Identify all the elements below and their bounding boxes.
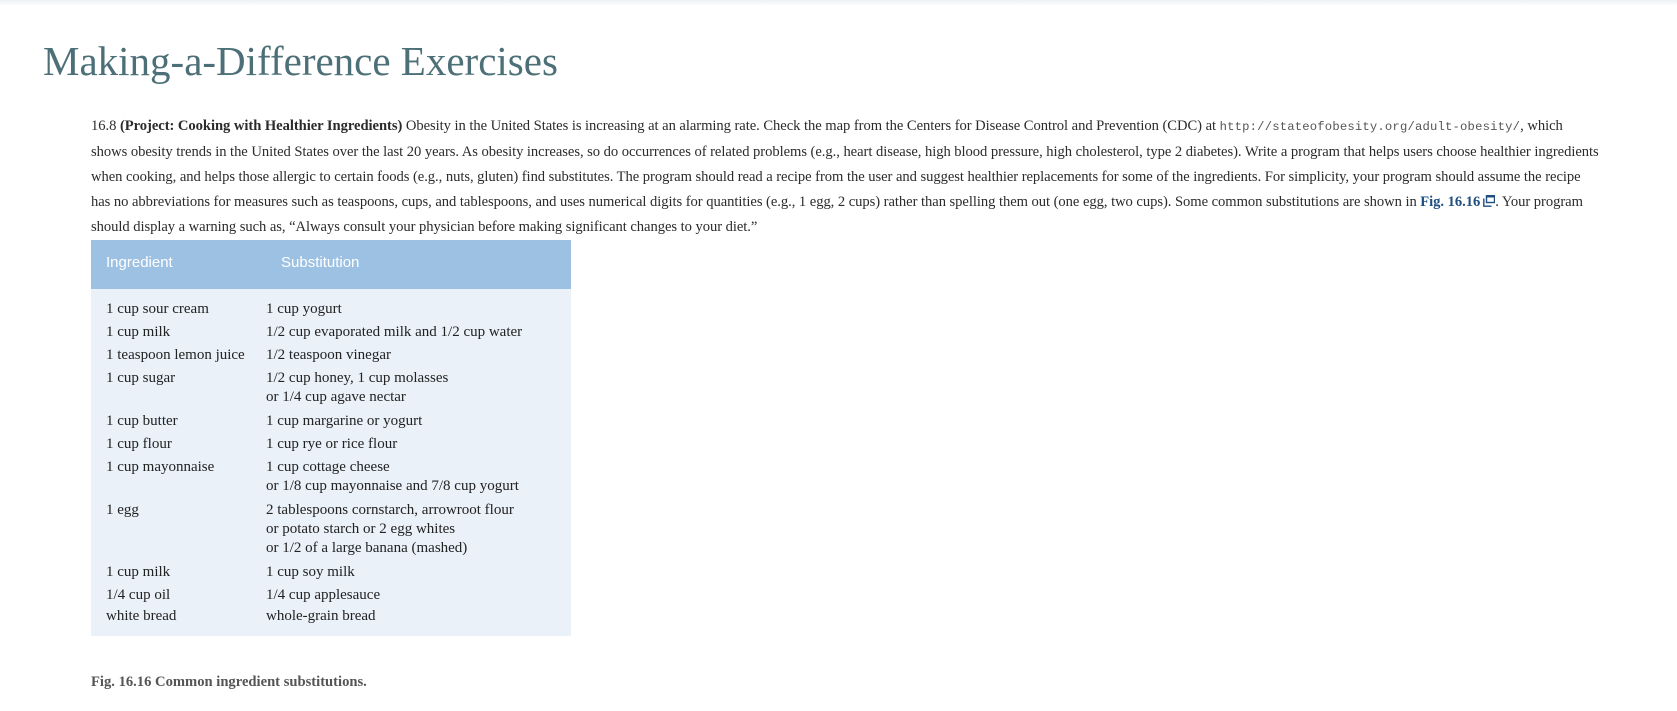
table-row	[91, 563, 571, 586]
exercise-paragraph	[91, 114, 1601, 240]
substitution-cell: 1 cup yogurt	[266, 301, 342, 317]
table-row	[91, 323, 571, 346]
substitution-cell: 1/4 cup applesauce	[266, 587, 381, 603]
exercise-text-3: . Your program should display a warning such as, “Always consult your physician before making significant changes to your diet.”	[91, 194, 1583, 235]
table-row	[91, 458, 571, 501]
ingredient-cell: 1 cup milk	[106, 324, 171, 340]
table-body	[91, 300, 571, 628]
ingredient-cell: 1 teaspoon lemon juice	[106, 347, 245, 363]
table-row	[91, 346, 571, 369]
figure-caption: Fig. 16.16 Common ingredient substitutions.	[91, 674, 367, 690]
exercise-text-2: , which shows obesity trends in the United States over the last 20 years. As obesity increases, so do occurrences of related problems (e.g., heart disease, high blood pressure, high cholesterol, type 2 diabetes). Write a program that helps users choose healthier ingredients when cooking, and helps those allergic to certain foods (e.g., nuts, gluten) find substitutes. The program should read a recipe from the user and suggest healthier replacements for some of the ingredients. For simplicity, your program should assume the recipe has no abbreviations for measures such as teaspoons, cups, and tablespoons, and uses numerical digits for quantities (e.g., 1 egg, 2 cups) rather than spelling them out (one egg, two cups). Some common substitutions are shown in	[91, 118, 1599, 210]
table-header	[91, 240, 571, 289]
header-substitution: Substitution	[281, 254, 360, 271]
table-row	[91, 586, 571, 607]
ingredient-cell: 1/4 cup oil	[106, 587, 171, 603]
page-title: Making-a-Difference Exercises	[43, 38, 558, 84]
substitution-cell: 1 cup rye or rice flour	[266, 436, 398, 452]
ingredient-cell: 1 egg	[106, 502, 139, 518]
substitution-cell: 1 cup cottage cheese or 1/8 cup mayonnaise and 7/8 cup yogurt	[266, 459, 519, 494]
exercise-number: 16.8	[91, 118, 117, 134]
table-row	[91, 607, 571, 628]
table-row	[91, 300, 571, 323]
substitution-cell: 1 cup margarine or yogurt	[266, 413, 423, 429]
substitution-table	[91, 240, 571, 636]
substitution-cell: 2 tablespoons cornstarch, arrowroot flour or potato starch or 2 egg whites or 1/2 of a large banana (mashed)	[266, 502, 514, 556]
figure-link-label: Fig. 16.16	[1420, 194, 1481, 210]
substitution-cell: 1/2 cup evaporated milk and 1/2 cup water	[266, 324, 523, 340]
substitution-cell: 1/2 cup honey, 1 cup molasses or 1/4 cup agave nectar	[266, 370, 449, 405]
ingredient-cell: 1 cup flour	[106, 436, 172, 452]
ingredient-cell: white bread	[106, 608, 177, 624]
table-row	[91, 412, 571, 435]
cdc-url-link[interactable]: http://stateofobesity.org/adult-obesity/	[1219, 120, 1521, 134]
header-ingredient: Ingredient	[106, 254, 173, 271]
table-row	[91, 435, 571, 458]
ingredient-cell: 1 cup milk	[106, 564, 171, 580]
figure-link[interactable]	[1420, 194, 1495, 210]
ingredient-cell: 1 cup sugar	[106, 370, 176, 386]
external-window-icon	[1483, 195, 1495, 207]
substitution-cell: 1/2 teaspoon vinegar	[266, 347, 391, 363]
ingredient-cell: 1 cup sour cream	[106, 301, 209, 317]
exercise-text-1: Obesity in the United States is increasing at an alarming rate. Check the map from the Centers for Disease Control and Prevention (CDC) at	[402, 118, 1220, 134]
ingredient-cell: 1 cup mayonnaise	[106, 459, 215, 475]
table-row	[91, 501, 571, 563]
exercise-heading: (Project: Cooking with Healthier Ingredients)	[119, 118, 403, 134]
top-shadow	[0, 0, 1677, 6]
substitution-cell: 1 cup soy milk	[266, 564, 355, 580]
ingredient-cell: 1 cup butter	[106, 413, 178, 429]
table-row	[91, 369, 571, 412]
substitution-cell: whole-grain bread	[266, 608, 376, 624]
